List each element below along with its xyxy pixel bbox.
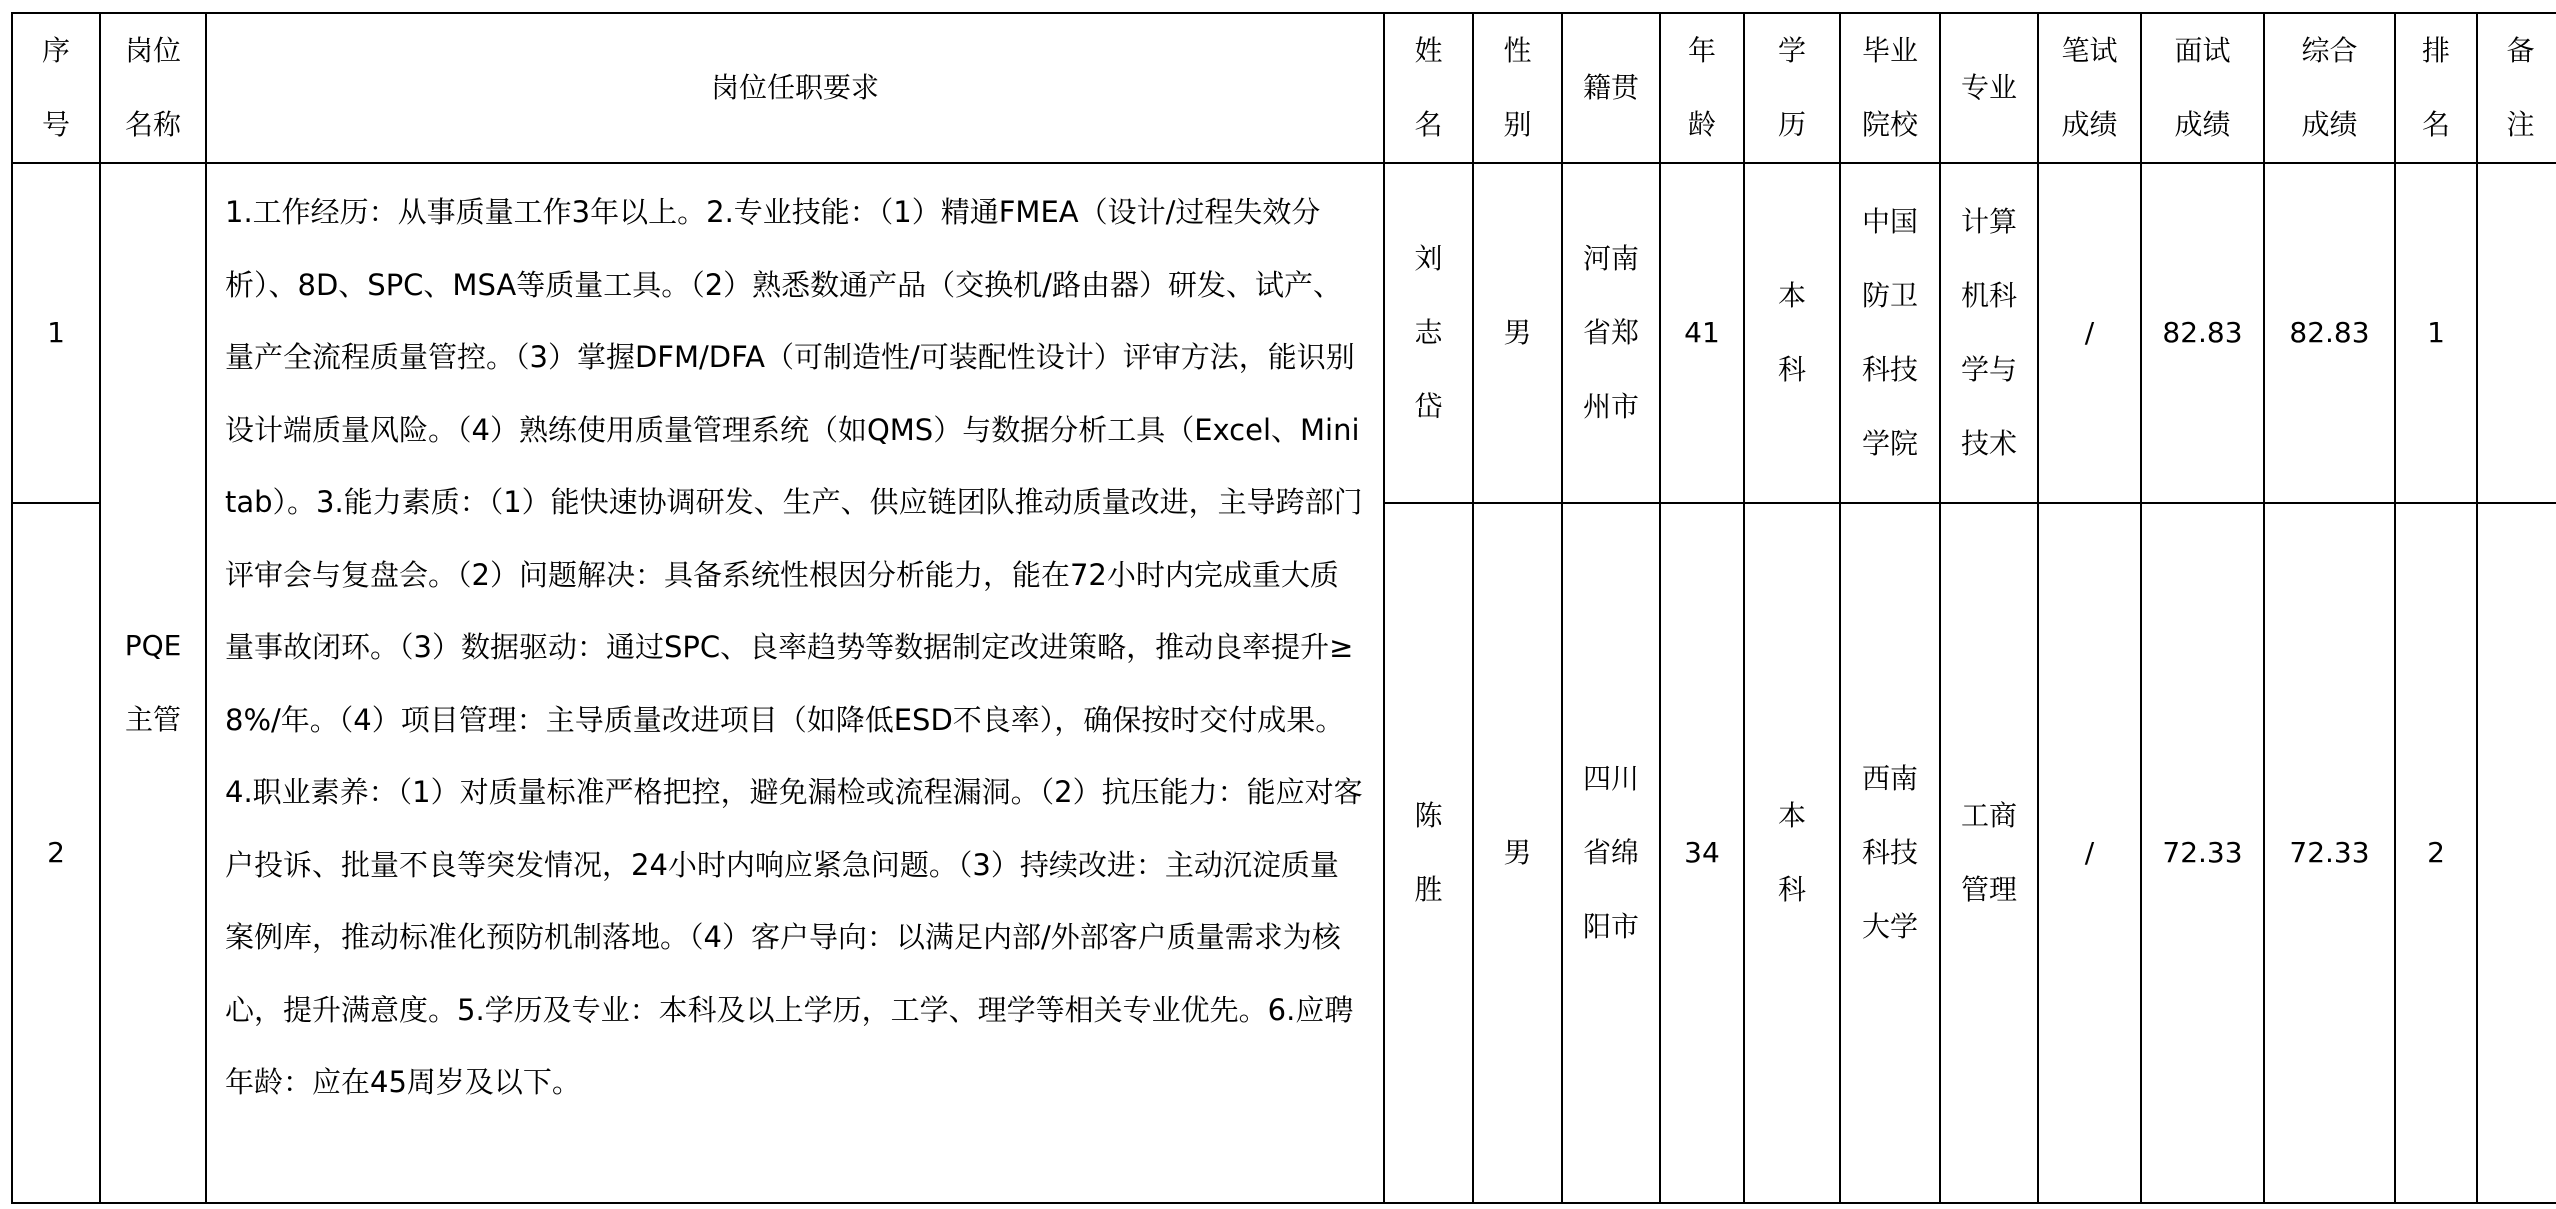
header-written: 笔试成绩 [2038,13,2141,163]
candidate-name: 刘志岱 [1384,163,1473,503]
candidate-education: 本科 [1744,503,1840,1203]
candidate-interview-score: 72.33 [2141,503,2264,1203]
candidate-education: 本科 [1744,163,1840,503]
candidate-rank: 2 [2395,503,2477,1203]
candidate-age: 34 [1660,503,1744,1203]
candidate-interview-score: 82.83 [2141,163,2264,503]
header-rank: 排名 [2395,13,2477,163]
row-seq: 2 [12,503,100,1203]
header-position: 岗位名称 [100,13,206,163]
candidate-major: 工商管理 [1940,503,2038,1203]
candidate-major: 计算机科学与技术 [1940,163,2038,503]
candidate-results-table [11,12,2556,1204]
header-row [12,13,2556,163]
candidate-written-score: / [2038,503,2141,1203]
candidate-total-score: 82.83 [2264,163,2395,503]
candidate-gender: 男 [1473,163,1562,503]
header-origin: 籍贯 [1562,13,1660,163]
header-major: 专业 [1940,13,2038,163]
header-education: 学历 [1744,13,1840,163]
candidate-gender: 男 [1473,503,1562,1203]
candidate-origin: 河南省郑州市 [1562,163,1660,503]
header-total: 综合成绩 [2264,13,2395,163]
header-school: 毕业院校 [1840,13,1940,163]
candidate-origin: 四川省绵阳市 [1562,503,1660,1203]
header-remark: 备注 [2477,13,2556,163]
candidate-total-score: 72.33 [2264,503,2395,1203]
header-requirements: 岗位任职要求 [206,13,1384,163]
row-seq: 1 [12,163,100,503]
header-gender: 性别 [1473,13,1562,163]
header-name: 姓名 [1384,13,1473,163]
candidate-written-score: / [2038,163,2141,503]
position-requirements-cell: 1.工作经历：从事质量工作3年以上。2.专业技能：（1）精通FMEA（设计/过程失效分析）、8D、SPC、MSA等质量工具。（2）熟悉数通产品（交换机/路由器）研发、试产、量产全流程质量管控。（3）掌握DFM/DFA（可制造性/可装配性设计）评审方法，能识别设计端质量风险。（4）熟练使用质量管理系统（如QMS）与数据分析工具（Excel、Minitab）。3.能力素质：（1）能快速协调研发、生产、供应链团队推动质量改进，主导跨部门评审会与复盘会。（2）问题解决：具备系统性根因分析能力，能在72小时内完成重大质量事故闭环。（3）数据驱动：通过SPC、良率趋势等数据制定改进策略，推动良率提升≥8%/年。（4）项目管理：主导质量改进项目（如降低ESD不良率），确保按时交付成果。4.职业素养：（1）对质量标准严格把控，避免漏检或流程漏洞。（2）抗压能力：能应对客户投诉、批量不良等突发情况，24小时内响应紧急问题。（3）持续改进：主动沉淀质量案例库，推动标准化预防机制落地。（4）客户导向：以满足内部/外部客户质量需求为核心，提升满意度。5.学历及专业：本科及以上学历，工学、理学等相关专业优先。6.应聘年龄：应在45周岁及以下。 [206,163,1384,1203]
header-interview: 面试成绩 [2141,13,2264,163]
header-seq: 序号 [12,13,100,163]
candidate-age: 41 [1660,163,1744,503]
position-name-cell: PQE主管 [100,163,206,1203]
candidate-rank: 1 [2395,163,2477,503]
candidate-name: 陈胜 [1384,503,1473,1203]
candidate-remark [2477,503,2556,1203]
table-row [12,163,2556,503]
candidate-remark [2477,163,2556,503]
candidate-school: 中国防卫科技学院 [1840,163,1940,503]
candidate-school: 西南科技大学 [1840,503,1940,1203]
header-age: 年龄 [1660,13,1744,163]
